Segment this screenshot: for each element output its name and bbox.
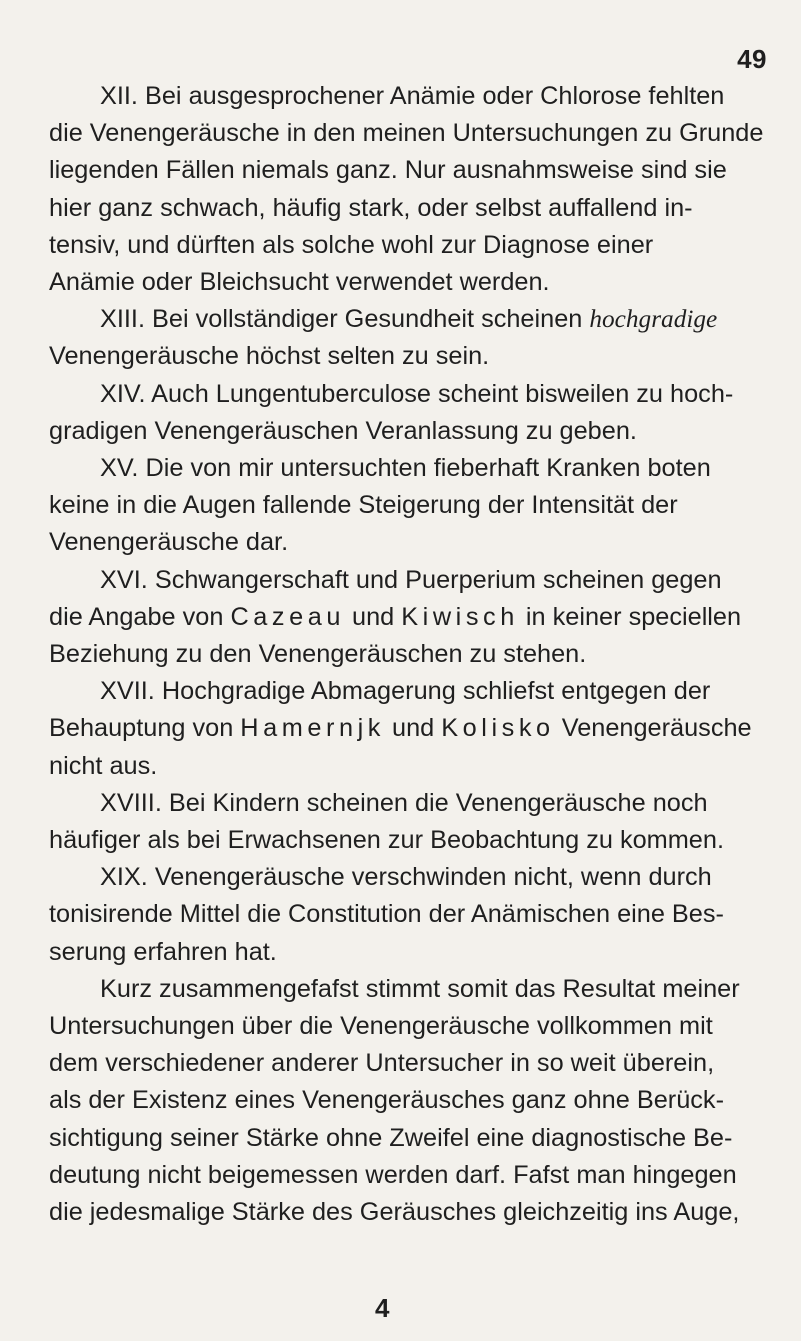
line-start: die Angabe von: [49, 602, 231, 631]
line: sichtigung seiner Stärke ohne Zweifel eine diagnostische Be-: [49, 1123, 733, 1152]
line: XIX. Venengeräusche verschwinden nicht, wenn durch: [100, 863, 712, 892]
line: als der Existenz eines Venengeräusches ganz ohne Berück-: [49, 1086, 724, 1115]
line: deutung nicht beigemessen werden darf. Fafst man hingegen: [49, 1160, 737, 1189]
paragraph-xiv: [49, 376, 766, 450]
conjunction: und: [344, 602, 402, 631]
line: XVIII. Bei Kindern scheinen die Venengeräusche noch: [100, 788, 708, 817]
line: XIV. Auch Lungentuberculose scheint bisweilen zu hoch-: [100, 379, 734, 408]
author-name: Kolisko: [441, 714, 555, 743]
paragraph-xiii: [49, 301, 766, 375]
line: Kurz zusammengefafst stimmt somit das Resultat meiner: [100, 974, 740, 1003]
line: häufiger als bei Erwachsenen zur Beobachtung zu kommen.: [49, 826, 724, 855]
paragraph-xviii: [49, 785, 766, 859]
line: Venengeräusche dar.: [49, 528, 289, 557]
printer-signature: 4: [375, 1293, 390, 1323]
paragraph-summary: [49, 971, 766, 1231]
line: nicht aus.: [49, 751, 158, 780]
line: serung erfahren hat.: [49, 937, 277, 966]
line: die Venengeräusche in den meinen Untersuchungen zu Grunde: [49, 119, 764, 148]
line: keine in die Augen fallende Steigerung der Intensität der: [49, 491, 678, 520]
body-text: [49, 78, 766, 1231]
page-number: 49: [737, 44, 767, 74]
line: dem verschiedener anderer Untersucher in so weit überein,: [49, 1049, 715, 1078]
line: die jedesmalige Stärke des Geräusches gleichzeitig ins Auge,: [49, 1198, 740, 1227]
line: Untersuchungen über die Venengeräusche vollkommen mit: [49, 1012, 713, 1041]
author-name: Cazeau: [230, 602, 345, 631]
paragraph-xvi: [49, 562, 766, 674]
line: XVII. Hochgradige Abmagerung schliefst entgegen der: [100, 677, 711, 706]
paragraph-xix: [49, 859, 766, 971]
line: XV. Die von mir untersuchten fieberhaft Kranken boten: [100, 454, 711, 483]
author-name: Hamernjk: [240, 714, 385, 743]
line: gradigen Venengeräuschen Veranlassung zu geben.: [49, 416, 637, 445]
line-end: in keiner speciellen: [518, 602, 742, 631]
line: Beziehung zu den Venengeräuschen zu stehen.: [49, 640, 587, 669]
line: Venengeräusche höchst selten zu sein.: [49, 342, 490, 371]
conjunction: und: [384, 714, 442, 743]
line: XII. Bei ausgesprochener Anämie oder Chlorose fehlten: [100, 82, 725, 110]
paragraph-xv: [49, 450, 766, 562]
line: tonisirende Mittel die Constitution der Anämischen eine Bes-: [49, 900, 724, 929]
line: XVI. Schwangerschaft und Puerperium scheinen gegen: [100, 565, 722, 594]
line-end: Venengeräusche: [554, 714, 752, 743]
line: tensiv, und dürften als solche wohl zur Diagnose einer: [49, 230, 654, 259]
author-name: Kiwisch: [401, 602, 519, 631]
line: hier ganz schwach, häufig stark, oder selbst auffallend in-: [49, 193, 693, 222]
paragraph-xvii: [49, 673, 766, 785]
italic-term: hochgradige: [589, 305, 718, 334]
line: Anämie oder Bleichsucht verwendet werden.: [49, 268, 550, 297]
line-start: Behauptung von: [49, 714, 241, 743]
paragraph-xii: [49, 78, 766, 301]
line: liegenden Fällen niemals ganz. Nur ausnahmsweise sind sie: [49, 156, 727, 185]
line-start: XIII. Bei vollständiger Gesundheit scheinen: [100, 305, 590, 334]
